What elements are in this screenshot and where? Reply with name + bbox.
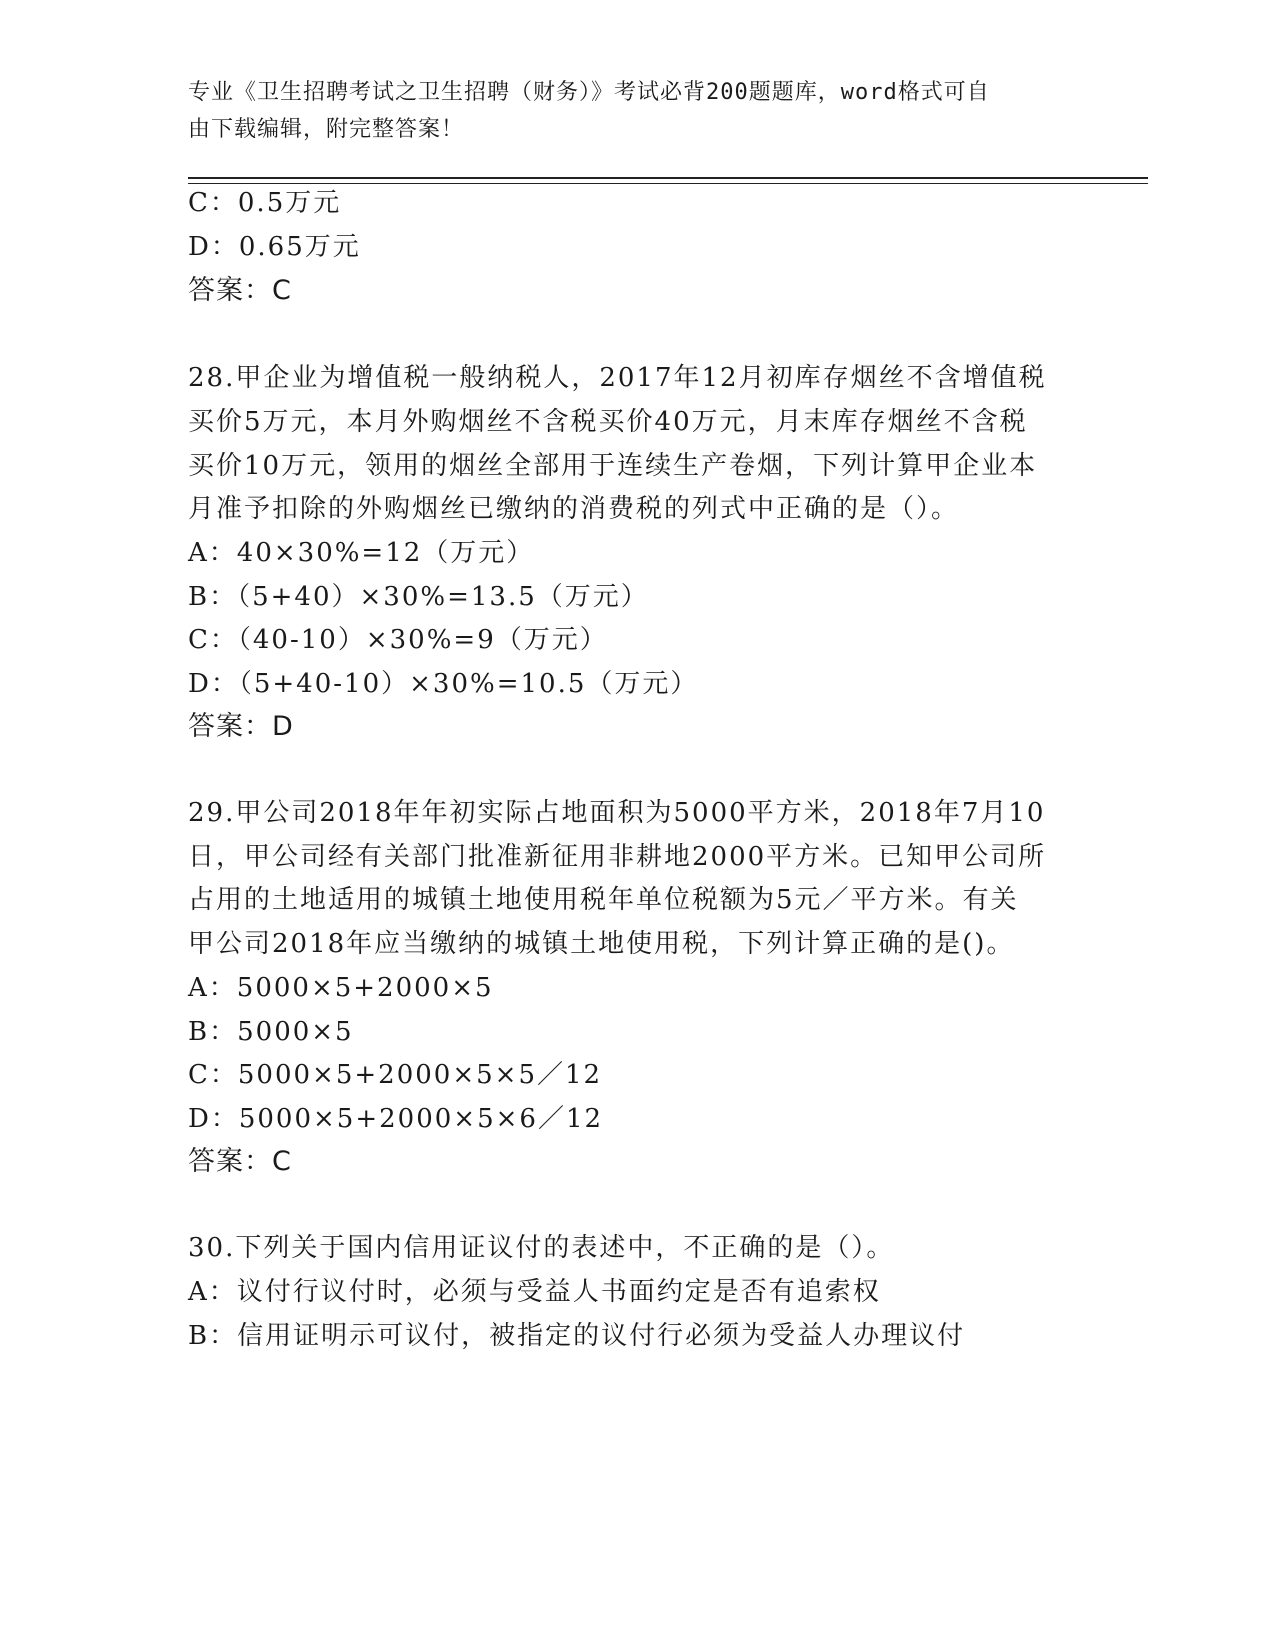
header-divider-thin [188,183,1148,184]
prev-answer: 答案：C [188,275,292,306]
header-line-1: 专业《卫生招聘考试之卫生招聘（财务）》考试必背200题题库，word格式可自 [188,80,990,105]
q29-stem-line-3: 占用的土地适用的城镇土地使用税年单位税额为5元／平方米。有关 [188,885,1019,915]
q29-option-b: B：5000×5 [188,1017,354,1047]
prev-option-c: C：0.5万元 [188,188,342,218]
q29-option-d: D：5000×5+2000×5×6／12 [188,1104,604,1134]
q28-option-b: B：（5+40）×30%=13.5（万元） [188,582,649,612]
q28-stem-line-3: 买价10万元，领用的烟丝全部用于连续生产卷烟，下列计算甲企业本 [188,451,1038,481]
q29-stem-line-4: 甲公司2018年应当缴纳的城镇土地使用税，下列计算正确的是()。 [188,929,1015,959]
q29-option-c: C：5000×5+2000×5×5／12 [188,1060,603,1090]
q29-stem-line-2: 日，甲公司经有关部门批准新征用非耕地2000平方米。已知甲公司所 [188,842,1047,872]
q28-stem-line-2: 买价5万元，本月外购烟丝不含税买价40万元，月末库存烟丝不含税 [188,407,1028,437]
q28-option-a: A：40×30%=12（万元） [188,538,535,568]
q30-option-a: A：议付行议付时，必须与受益人书面约定是否有追索权 [188,1277,881,1307]
header-divider-thick [188,177,1148,179]
q28-option-d: D：（5+40-10）×30%=10.5（万元） [188,669,699,699]
q29-option-a: A：5000×5+2000×5 [188,973,494,1003]
document-header [188,74,1088,148]
q29-stem-line-1: 29.甲公司2018年年初实际占地面积为5000平方米，2018年7月10 [188,798,1046,828]
q28-stem-line-1: 28.甲企业为增值税一般纳税人，2017年12月初库存烟丝不含增值税 [188,363,1047,393]
q29-answer: 答案：C [188,1146,292,1177]
q28-answer: 答案：D [188,711,294,742]
q28-option-c: C：（40-10）×30%=9（万元） [188,625,608,655]
q30-stem-line-1: 30.下列关于国内信用证议付的表述中，不正确的是（）。 [188,1233,895,1263]
q30-option-b: B：信用证明示可议付，被指定的议付行必须为受益人办理议付 [188,1321,966,1351]
header-line-2: 由下载编辑，附完整答案！ [188,117,465,142]
q28-stem-line-4: 月准予扣除的外购烟丝已缴纳的消费税的列式中正确的是（）。 [188,494,960,524]
prev-option-d: D：0.65万元 [188,232,361,262]
